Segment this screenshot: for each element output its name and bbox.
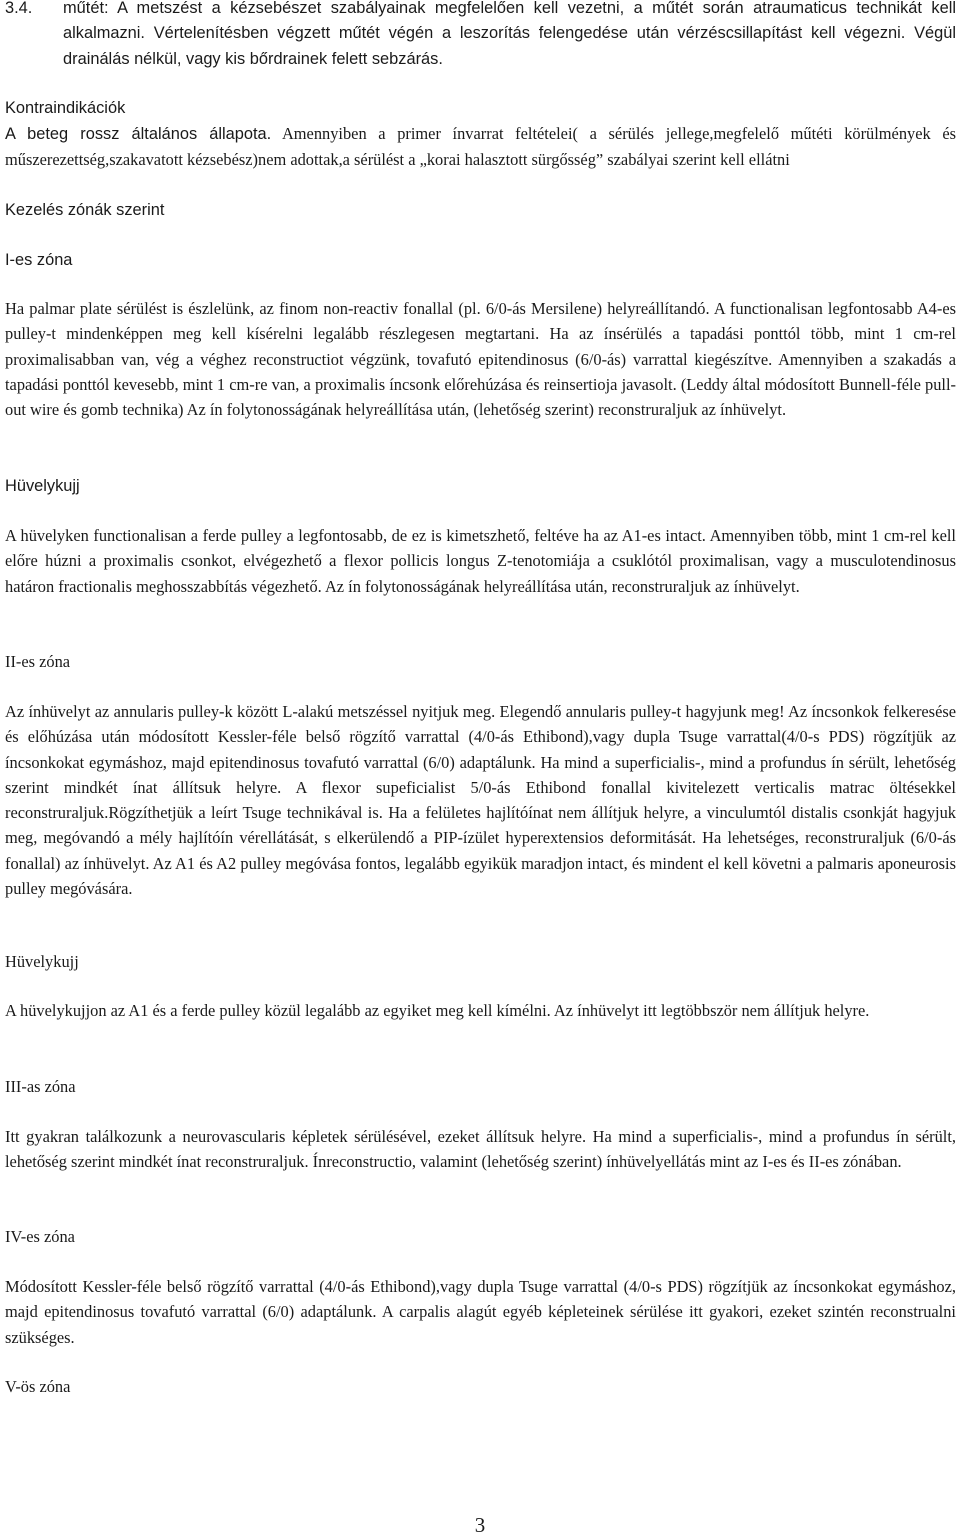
list-item-text: műtét: A metszést a kézsebészet szabályainak megfelelően kell vezetni, a műtét során atraumaticus technikát kell alkalmazni. Vértelenítésben végzett műtét végén a leszorítás felengedése után vérzéscsillapítást kell végezni. Végül drainálás nélkül, vagy kis bőrdrainek felett sebzárás.	[63, 0, 956, 68]
zones-heading: Kezelés zónák szerint	[5, 201, 165, 219]
thumb2-heading: Hüvelykujj	[5, 952, 79, 971]
zone5-heading: V-ös zóna	[5, 1377, 71, 1396]
thumb2-text: A hüvelykujjon az A1 és a ferde pulley közül legalább az egyiket meg kell kímélni. Az ínhüvelyt itt legtöbbször nem állítjuk helyre.	[5, 1001, 870, 1020]
contraindications-text: Amennyiben a primer ínvarrat feltételei( a sérülés jellege,megfelelő műtéti körülmények és műszerezettség,szakavatott kézsebész)nem adottak,a sérülést a „korai halasztott sürgősség” szabályai szerint kell ellátni	[5, 124, 956, 170]
zone4-text: Módosított Kessler-féle belső rögzítő varrattal (4/0-ás Ethibond),vagy dupla Tsuge varrattal (4/0-s PDS) rögzítjük az íncsonkokat egymáshoz, majd epitendinosus tovafutó varrattal (6/0) adaptálunk. A carpalis alagút egyéb képleteinek sérülése itt gyakori, ezeket szintén reconstrualni szükséges.	[5, 1277, 956, 1347]
zone3-text: Itt gyakran találkozunk a neurovascularis képletek sérülésével, ezeket állítsuk helyre. Ha mind a superficialis-, mind a profundus ín sérült, lehetőség szerint mindkét ínat reconstruraljuk. Ínreconstructio, valamint (lehetőség szerint) ínhüvelyellátás mint az I-es és II-es zónában.	[5, 1127, 956, 1172]
zone1-text: Ha palmar plate sérülést is észlelünk, az finom non-reactiv fonallal (pl. 6/0-ás Mersilene) helyreállítandó. A functionalisan legfontosabb A4-es pulley-t mindenképpen meg kell kísérelni legalább részlegesen megtartani. Ha az ínsérülés a tapadási ponttól több, mint 1 cm-rel proximalisabban van, vég a véghez reconstructiot végzünk, tovafutó epitendinosus (6/0-ás) varrattal kiegészítve. Amennyiben a szakadás a tapadási ponttól kevesebb, mint 1 cm-re van, a proximalis íncsonk előrehúzása és reinsertioja javasolt. (Leddy által módosított Bunnell-féle pull-out wire és gomb technika) Az ín folytonosságának helyreállítása után, (lehetőség szerint) reconstruraljuk az ínhüvelyt.	[5, 299, 956, 420]
contraindications-heading: Kontraindikációk	[5, 99, 126, 117]
zone2-text: Az ínhüvelyt az annularis pulley-k között L-alakú metszéssel nyitjuk meg. Elegendő annularis pulley-t hagyjunk meg! Az íncsonkok felkeresése és előhúzása után módosított Kessler-féle belső rögzítő varrattal (4/0-ás Ethibond),vagy dupla Tsuge varrattal(4/0-s PDS) rögzítjük az íncsonkokat egymáshoz, majd epitendinosus tovafutó varrattal (6/0) adaptálunk. Ha mind a superficialis-, mind a profundus ín sérült, lehetőség szerint mindkét ínat állítsuk helyre. A flexor supeficialist 5/0-ás Ethibond fonallal kivitelezett verticalis matrac öltésekkel reconstruraljuk.Rögzíthetjük a leírt Tsuge technikával is. Ha a felületes hajlítóínat nem állítjuk helyre, a vinculumtól distalis csonkját hagyjuk meg, megóvandó a mély hajlítóín vérellátását, s elkerülendő a PIP-ízület hyperextensios deformitását. Ha lehetséges, reconstruraljuk (6/0-ás fonallal) az ínhüvelyt. Az A1 és A2 pulley megóvása fontos, legalább egyikük maradjon intact, és mindent el kell követni a palmaris aponeurosis pulley megóvására.	[5, 702, 956, 899]
thumb1-heading: Hüvelykujj	[5, 477, 80, 495]
contraindications-paragraph	[5, 121, 956, 173]
zone3-heading: III-as zóna	[5, 1077, 76, 1096]
zone4-heading: IV-es zóna	[5, 1227, 75, 1246]
zone2-heading: II-es zóna	[5, 652, 71, 671]
list-item-3-4	[0, 0, 960, 76]
list-item-number: 3.4.	[5, 0, 33, 17]
contraindications-lead: A beteg rossz általános állapota.	[5, 125, 272, 143]
thumb1-text: A hüvelyken functionalisan a ferde pulley a legfontosabb, de ez is kimetszhető, feltéve ha az A1-es intact. Amennyiben több, mint 1 cm-rel kell előre húzni a proximalis csonkot, elvégezhető a flexor pollicis longus Z-tenotomiája a csuklótól proximalisan, vagy a musculotendinosus határon fractionalis meghosszabbítás végezhető. Az ín folytonosságának helyreállítása után, reconstruraljuk az ínhüvelyt.	[5, 526, 956, 596]
zone1-heading: I-es zóna	[5, 251, 73, 269]
page-number: 3	[474, 1513, 486, 1537]
